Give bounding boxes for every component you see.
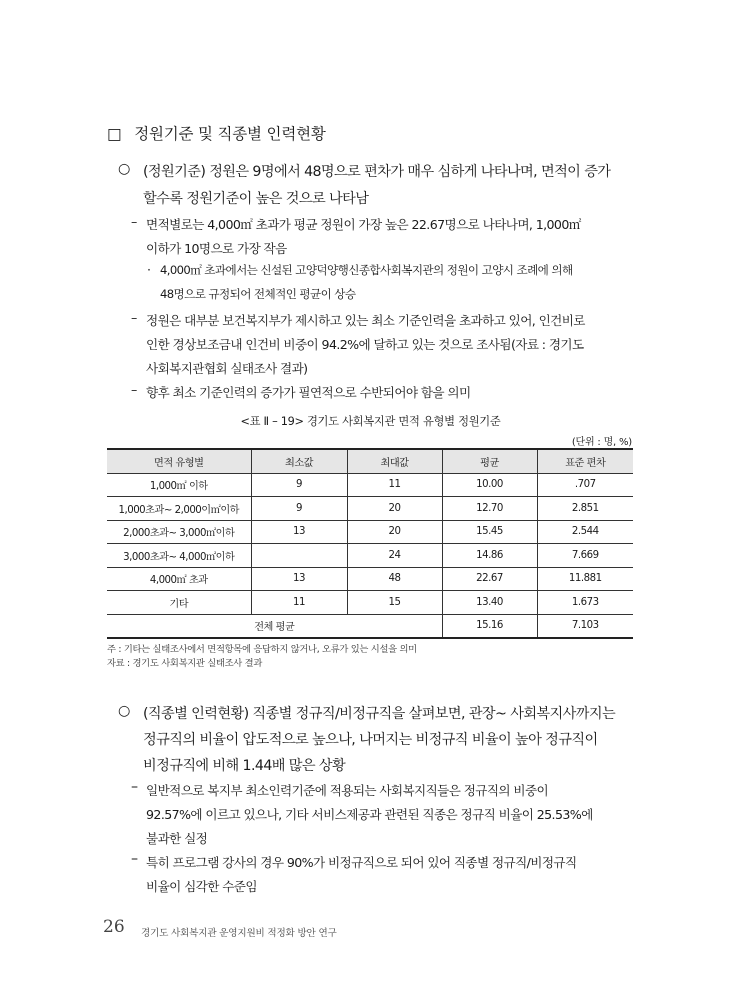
- table-cell: 2,000초과~ 3,000㎡이하: [107, 520, 251, 544]
- table-cell: [251, 544, 347, 568]
- list-item-line: 92.57%에 이르고 있으나, 기타 서비스제공과 관련된 직종은 정규직 비율이 25.53%에: [146, 807, 593, 822]
- table-row: [107, 497, 633, 521]
- list-item-line: 향후 최소 기준인력의 증가가 필연적으로 수반되어야 함을 의미: [146, 385, 471, 400]
- table-cell: 1,000㎡ 이하: [107, 473, 251, 497]
- table-total-row: [107, 614, 633, 638]
- list-item-line: 불과한 실정: [146, 831, 208, 846]
- table-cell: 11: [251, 591, 347, 615]
- table-cell: 11.881: [537, 567, 633, 591]
- table-row: [107, 473, 633, 497]
- bullet-circle-icon: ○: [118, 161, 130, 177]
- bullet-circle-icon: ○: [118, 703, 130, 719]
- paragraph-line: (정원기준) 정원은 9명에서 48명으로 편차가 매우 심하게 나타나며, 면적이 증가: [143, 164, 611, 180]
- table-cell: 12.70: [442, 497, 537, 521]
- table-cell: 2.851: [537, 497, 633, 521]
- table-cell: 9: [251, 497, 347, 521]
- table-cell: 7.669: [537, 544, 633, 568]
- dash-bullet-icon: –: [131, 214, 137, 229]
- table-cell: 13: [251, 520, 347, 544]
- total-label-cell: 전체 평균: [107, 614, 442, 638]
- table-header-row: [107, 449, 633, 473]
- table-cell: 11: [347, 473, 442, 497]
- total-sd-cell: 7.103: [537, 614, 633, 638]
- table-cell: 15.45: [442, 520, 537, 544]
- table-cell: 15: [347, 591, 442, 615]
- table-cell: 2.544: [537, 520, 633, 544]
- table-cell: 48: [347, 567, 442, 591]
- running-footer-title: 경기도 사회복지관 운영지원비 적정화 방안 연구: [141, 928, 337, 939]
- paragraph-line: (직종별 인력현황) 직종별 정규직/비정규직을 살펴보면, 관장~ 사회복지사까지는: [143, 706, 616, 722]
- table-cell: 1.673: [537, 591, 633, 615]
- checkbox-square-icon: □: [107, 125, 122, 143]
- table-cell: 10.00: [442, 473, 537, 497]
- column-header: 최대값: [347, 449, 442, 473]
- table-cell: 1,000초과~ 2,000이㎡이하: [107, 497, 251, 521]
- list-item-line: 4,000㎡ 초과에서는 신설된 고양덕양행신종합사회복지관의 정원이 고양시 조례에 의해: [160, 263, 573, 277]
- page-number: 26: [103, 917, 125, 937]
- table-cell: .707: [537, 473, 633, 497]
- column-header: 평균: [442, 449, 537, 473]
- list-item-line: 인한 경상보조금내 인건비 비중이 94.2%에 달하고 있는 것으로 조사됨(자료 : 경기도: [146, 337, 584, 352]
- list-item-line: 면적별로는 4,000㎡ 초과가 평균 정원이 가장 높은 22.67명으로 나타나며, 1,000㎡: [146, 217, 581, 232]
- dash-bullet-icon: –: [131, 779, 138, 795]
- table-unit: (단위 : 명, %): [571, 437, 632, 448]
- dash-bullet-icon: –: [131, 851, 138, 867]
- dot-bullet-icon: ·: [147, 262, 151, 277]
- dash-bullet-icon: –: [131, 382, 137, 397]
- table-cell: 13: [251, 567, 347, 591]
- table-cell: 14.86: [442, 544, 537, 568]
- table-row: [107, 520, 633, 544]
- table-cell: 20: [347, 520, 442, 544]
- column-header: 면적 유형별: [107, 449, 251, 473]
- list-item-line: 이하가 10명으로 가장 작음: [146, 241, 287, 256]
- list-item-line: 특히 프로그램 강사의 경우 90%가 비정규직으로 되어 있어 직종별 정규직/비정규직: [146, 855, 577, 870]
- list-item-line: 비율이 심각한 수준임: [146, 879, 257, 894]
- table-cell: 3,000초과~ 4,000㎡이하: [107, 544, 251, 568]
- table-cell: 13.40: [442, 591, 537, 615]
- section-heading: [107, 122, 326, 144]
- list-item-line: 사회복지관협회 실태조사 결과): [146, 361, 308, 376]
- paragraph-line: 정규직의 비율이 압도적으로 높으나, 나머지는 비정규직 비율이 높아 정규직이: [143, 732, 598, 748]
- table-cell: 24: [347, 544, 442, 568]
- table-caption: <표 Ⅱ – 19> 경기도 사회복지관 면적 유형별 정원기준: [240, 415, 501, 428]
- table-row: [107, 567, 633, 591]
- table-note: 주 : 기타는 실태조사에서 면적항목에 응답하지 않거나, 오류가 있는 시설을 의미: [107, 644, 417, 655]
- column-header: 최소값: [251, 449, 347, 473]
- staffing-standard-table: [107, 448, 633, 639]
- table-cell: 20: [347, 497, 442, 521]
- section-heading-text: 정원기준 및 직종별 인력현황: [134, 125, 326, 143]
- paragraph-line: 할수록 정원기준이 높은 것으로 나타남: [143, 191, 369, 207]
- table-cell: 9: [251, 473, 347, 497]
- total-mean-cell: 15.16: [442, 614, 537, 638]
- table-row: [107, 591, 633, 615]
- table-row: [107, 544, 633, 568]
- paragraph-line: 비정규직에 비해 1.44배 많은 상황: [143, 758, 346, 774]
- column-header: 표준 편차: [537, 449, 633, 473]
- list-item-line: 정원은 대부분 보건복지부가 제시하고 있는 최소 기준인력을 초과하고 있어, 인건비로: [146, 313, 585, 328]
- table-cell: 22.67: [442, 567, 537, 591]
- list-item-line: 48명으로 규정되어 전체적인 평균이 상승: [160, 287, 356, 301]
- table-cell: 4,000㎡ 초과: [107, 567, 251, 591]
- table-cell: 기타: [107, 591, 251, 615]
- list-item-line: 일반적으로 복지부 최소인력기준에 적용되는 사회복지직들은 정규직의 비중이: [146, 783, 549, 798]
- dash-bullet-icon: –: [131, 310, 137, 325]
- table-source: 자료 : 경기도 사회복지관 실태조사 결과: [107, 658, 263, 669]
